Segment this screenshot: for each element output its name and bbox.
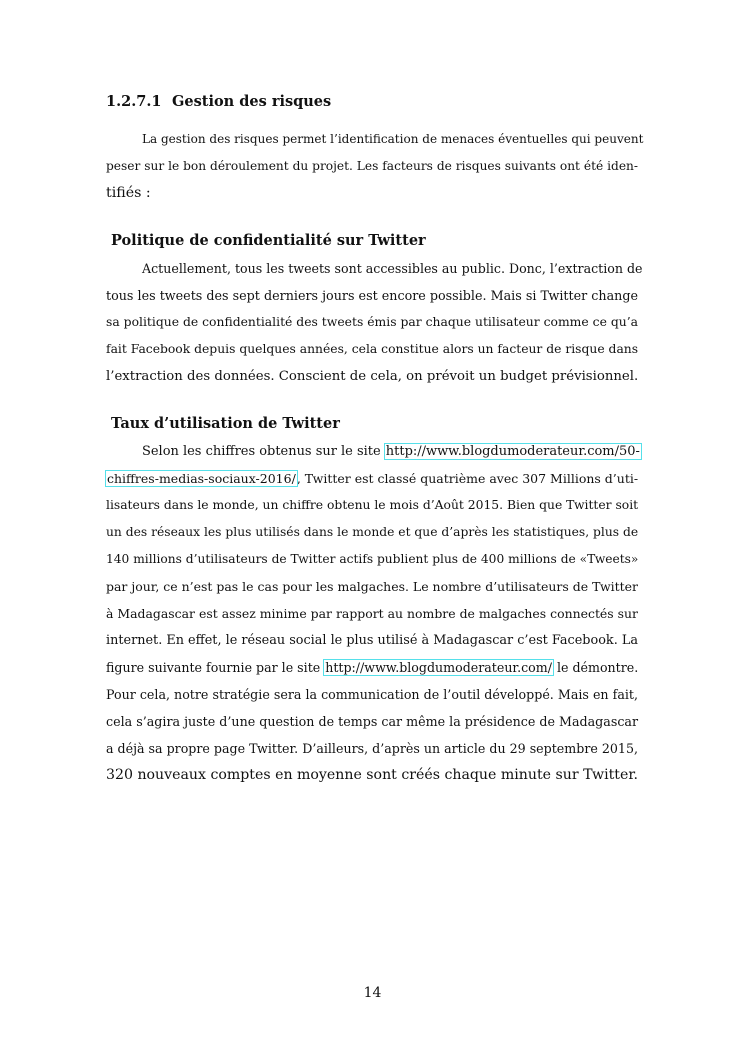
risk-privacy-paragraph (106, 255, 643, 390)
risk-usage-line (106, 465, 638, 492)
risk-usage-line: 140 millions d’utilisateurs de Twitter actifs publient plus de 400 millions de «Tweets» (106, 552, 639, 566)
risk-usage-line (106, 654, 638, 681)
risk-usage-heading: Taux d’utilisation de Twitter (111, 415, 340, 432)
intro-line: La gestion des risques permet l’identification de menaces éventuelles qui peuvent (142, 132, 644, 146)
risk-privacy-line: l’extraction des données. Conscient de cela, on prévoit un budget prévisionnel. (106, 369, 639, 384)
risk-usage-line (106, 438, 638, 465)
blogdumoderateur-50-link-part2[interactable]: chiffres-medias-sociaux-2016/ (107, 471, 296, 486)
page-number: 14 (363, 985, 382, 1001)
section-heading (106, 93, 331, 110)
risk-usage-line: cela s’agira juste d’une question de temps car même la présidence de Madagascar (106, 714, 638, 729)
risk-privacy-line: fait Facebook depuis quelques années, cela constitue alors un facteur de risque dans (106, 342, 639, 356)
blogdumoderateur-home-link[interactable]: http://www.blogdumoderateur.com/ (325, 660, 552, 675)
risk-privacy-heading: Politique de confidentialité sur Twitter (111, 232, 426, 249)
intro-paragraph (106, 126, 644, 207)
section-title: Gestion des risques (172, 93, 332, 110)
risk-usage-text: , Twitter est classé quatrième avec 307 Millions d’uti- (296, 471, 639, 486)
risk-usage-line: Pour cela, notre stratégie sera la communication de l’outil développé. Mais en fait, (106, 687, 638, 702)
risk-usage-line: a déjà sa propre page Twitter. D’ailleurs, d’après un article du 29 septembre 2015, (106, 741, 638, 756)
section-number: 1.2.7.1 (106, 93, 162, 110)
risk-usage-line: 320 nouveaux comptes en moyenne sont créés chaque minute sur Twitter. (106, 767, 639, 783)
risk-usage-line: à Madagascar est assez minime par rapport au nombre de malgaches connectés sur (106, 606, 638, 621)
intro-line: tifiés : (106, 185, 151, 201)
risk-privacy-line: Actuellement, tous les tweets sont accessibles au public. Donc, l’extraction de (142, 261, 643, 276)
intro-line: peser sur le bon déroulement du projet. Les facteurs de risques suivants ont été iden- (106, 159, 638, 173)
risk-usage-line: un des réseaux les plus utilisés dans le monde et que d’après les statistiques, plus de (106, 525, 639, 539)
risk-usage-text: Selon les chiffres obtenus sur le site (142, 444, 385, 459)
risk-usage-line: lisateurs dans le monde, un chiffre obtenu le mois d’Août 2015. Bien que Twitter soit (106, 498, 639, 512)
risk-usage-paragraph (106, 438, 638, 789)
risk-usage-line: internet. En effet, le réseau social le plus utilisé à Madagascar c’est Facebook. La (106, 633, 638, 648)
risk-usage-text: figure suivante fournie par le site (106, 660, 325, 675)
risk-privacy-line: sa politique de confidentialité des tweets émis par chaque utilisateur comme ce qu’a (106, 315, 638, 329)
risk-privacy-line: tous les tweets des sept derniers jours est encore possible. Mais si Twitter change (106, 288, 638, 303)
risk-usage-text: le démontre. (552, 660, 639, 675)
blogdumoderateur-50-link-part1[interactable]: http://www.blogdumoderateur.com/50- (385, 444, 640, 459)
risk-usage-line: par jour, ce n’est pas le cas pour les malgaches. Le nombre d’utilisateurs de Twitter (106, 579, 638, 594)
